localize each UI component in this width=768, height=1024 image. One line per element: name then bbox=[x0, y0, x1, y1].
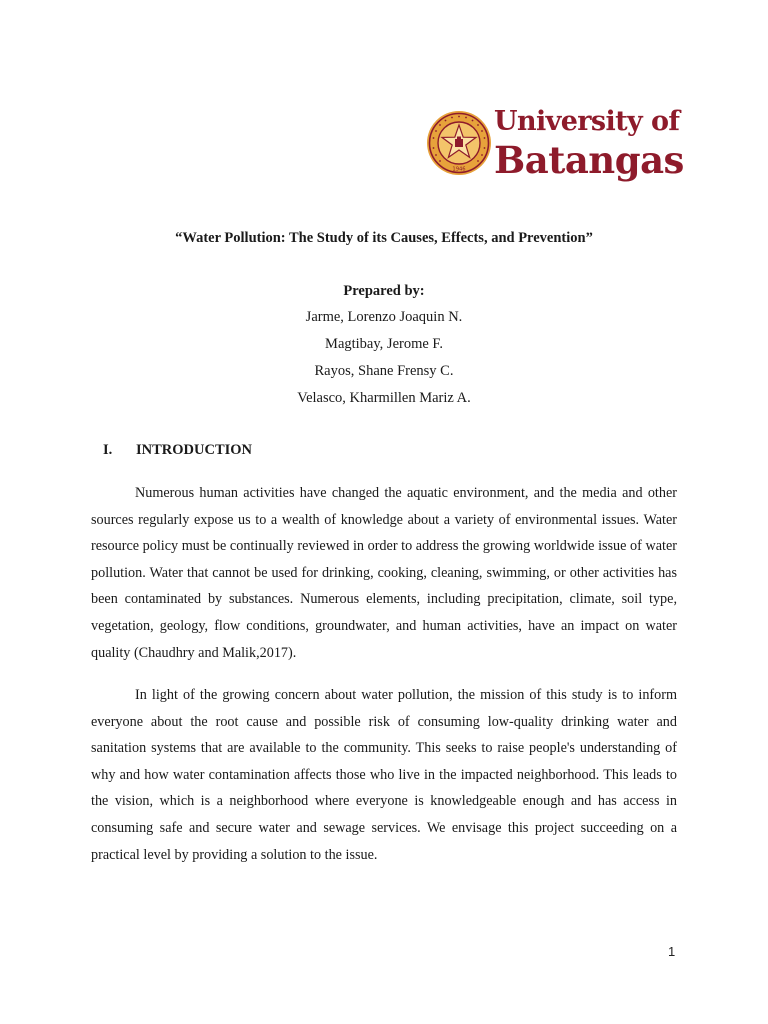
author-name: Velasco, Kharmillen Mariz A. bbox=[297, 390, 471, 406]
university-seal-icon bbox=[426, 110, 492, 176]
university-wordmark bbox=[494, 106, 684, 181]
author-name: Magtibay, Jerome F. bbox=[325, 336, 443, 352]
logo-line-1: University of bbox=[494, 106, 680, 137]
section-title: INTRODUCTION bbox=[136, 442, 253, 458]
section-number: I. bbox=[103, 442, 113, 458]
page-number: 1 bbox=[668, 944, 676, 959]
university-logo bbox=[426, 106, 684, 188]
prepared-by-label: Prepared by: bbox=[343, 283, 425, 299]
section-heading bbox=[103, 441, 252, 459]
seal-year: 1946 bbox=[452, 166, 466, 173]
body-paragraph: Numerous human activities have changed the aquatic environment, and the media and other sources regularly expose us to a wealth of knowledge about a variety of environmental issues. Water resource policy must be continually reviewed in order to address the growing worldwide issue of water pollution. Water that cannot be used for drinking, cooking, cleaning, swimming, or other activities has been contaminated by substances. Numerous elements, including precipitation, climate, soil type, vegetation, geology, flow conditions, groundwater, and human activities, have an impact on water quality (Chaudhry and Malik,2017). bbox=[91, 485, 677, 661]
prepared-by-block bbox=[0, 282, 768, 416]
author-name: Jarme, Lorenzo Joaquin N. bbox=[305, 309, 463, 325]
body-paragraph: In light of the growing concern about water pollution, the mission of this study is to inform everyone about the root cause and possible risk of consuming low-quality drinking water and sanitation systems that are available to the community. This seeks to raise people's understanding of why and how water contamination affects those who live in the impacted neighborhood. This leads to the vision, which is a neighborhood where everyone is knowledgeable enough and has access in consuming safe and secure water and sewage services. We envisage this project succeeding on a practical level by providing a solution to the issue. bbox=[91, 687, 677, 863]
document-title: “Water Pollution: The Study of its Causes, Effects, and Prevention” bbox=[175, 230, 593, 246]
logo-line-2: Batangas bbox=[494, 138, 684, 182]
author-name: Rayos, Shane Frensy C. bbox=[314, 363, 454, 379]
